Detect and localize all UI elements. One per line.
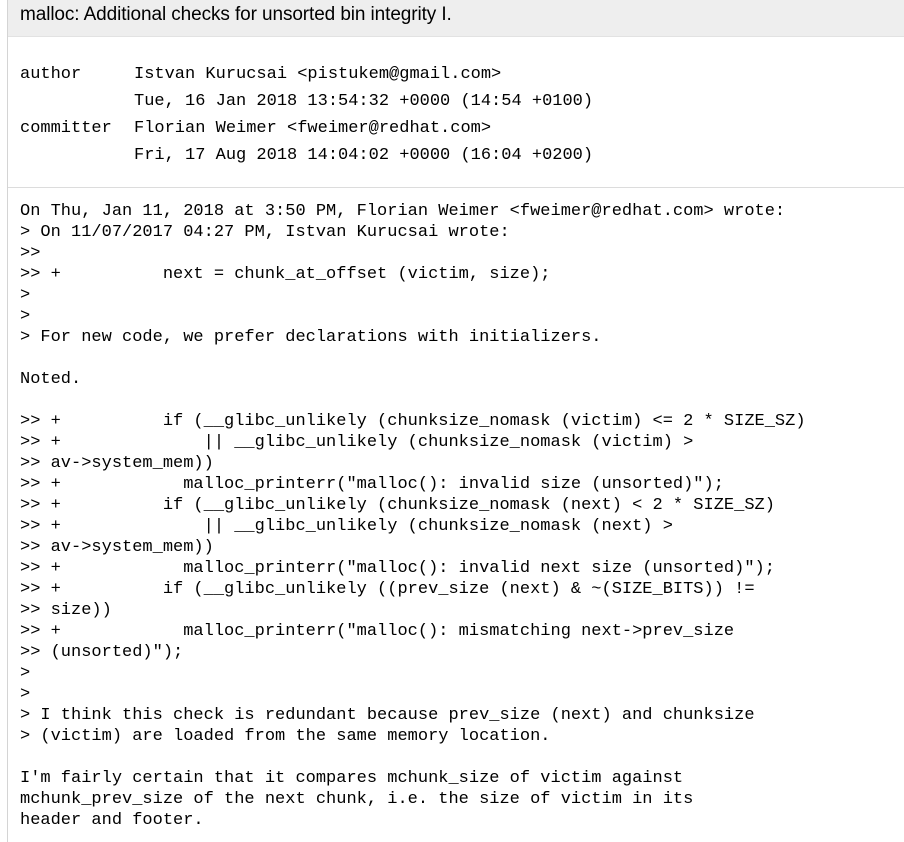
author-row <box>20 61 593 88</box>
message-line: > On 11/07/2017 04:27 PM, Istvan Kurucsai wrote: <box>20 223 510 242</box>
message-line: > <box>20 664 31 683</box>
message-line: > <box>20 307 31 326</box>
message-line: > <box>20 685 31 704</box>
message-line: >> + if (__glibc_unlikely ((prev_size (next) & ~(SIZE_BITS)) != <box>20 580 755 599</box>
author-label: author <box>20 65 82 84</box>
message-line: > For new code, we prefer declarations with initializers. <box>20 328 602 347</box>
message-line: > <box>20 286 31 305</box>
message-line: >> + next = chunk_at_offset (victim, size); <box>20 265 551 284</box>
message-line: > (victim) are loaded from the same memory location. <box>20 727 551 746</box>
committer-name: Florian Weimer <fweimer@redhat.com> <box>134 119 492 138</box>
message-line: >> + if (__glibc_unlikely (chunksize_nomask (victim) <= 2 * SIZE_SZ) <box>20 412 806 431</box>
message-line: >> av->system_mem)) <box>20 454 214 473</box>
commit-info-table <box>20 61 593 169</box>
message-line: >> + malloc_printerr("malloc(): invalid next size (unsorted)"); <box>20 559 775 578</box>
message-line: header and footer. <box>20 811 204 830</box>
message-line: >> + || __glibc_unlikely (chunksize_nomask (next) > <box>20 517 673 536</box>
message-line: >> + if (__glibc_unlikely (chunksize_nomask (next) < 2 * SIZE_SZ) <box>20 496 775 515</box>
commit-subject: malloc: Additional checks for unsorted bin integrity I. <box>8 0 904 37</box>
commit-message <box>8 188 904 831</box>
commit-info <box>8 37 904 188</box>
author-date-row <box>20 88 593 115</box>
message-line: >> + || __glibc_unlikely (chunksize_nomask (victim) > <box>20 433 694 452</box>
message-line: On Thu, Jan 11, 2018 at 3:50 PM, Florian Weimer <fweimer@redhat.com> wrote: <box>20 202 786 221</box>
message-line: I'm fairly certain that it compares mchunk_size of victim against <box>20 769 684 788</box>
message-line: >> <box>20 244 41 263</box>
message-line: >> + malloc_printerr("malloc(): invalid size (unsorted)"); <box>20 475 724 494</box>
author-date: Tue, 16 Jan 2018 13:54:32 +0000 (14:54 +0100) <box>134 92 594 111</box>
committer-date: Fri, 17 Aug 2018 14:04:02 +0000 (16:04 +0200) <box>134 146 594 165</box>
committer-date-row <box>20 142 593 169</box>
commit-page <box>7 0 904 842</box>
author-name: Istvan Kurucsai <pistukem@gmail.com> <box>134 65 502 84</box>
message-line: Noted. <box>20 370 82 389</box>
message-line: mchunk_prev_size of the next chunk, i.e. the size of victim in its <box>20 790 694 809</box>
message-line: >> (unsorted)"); <box>20 643 184 662</box>
committer-label: committer <box>20 119 112 138</box>
message-line: >> size)) <box>20 601 112 620</box>
message-line: >> av->system_mem)) <box>20 538 214 557</box>
message-line: > I think this check is redundant because prev_size (next) and chunksize <box>20 706 755 725</box>
committer-row <box>20 115 593 142</box>
message-line: >> + malloc_printerr("malloc(): mismatching next->prev_size <box>20 622 735 641</box>
